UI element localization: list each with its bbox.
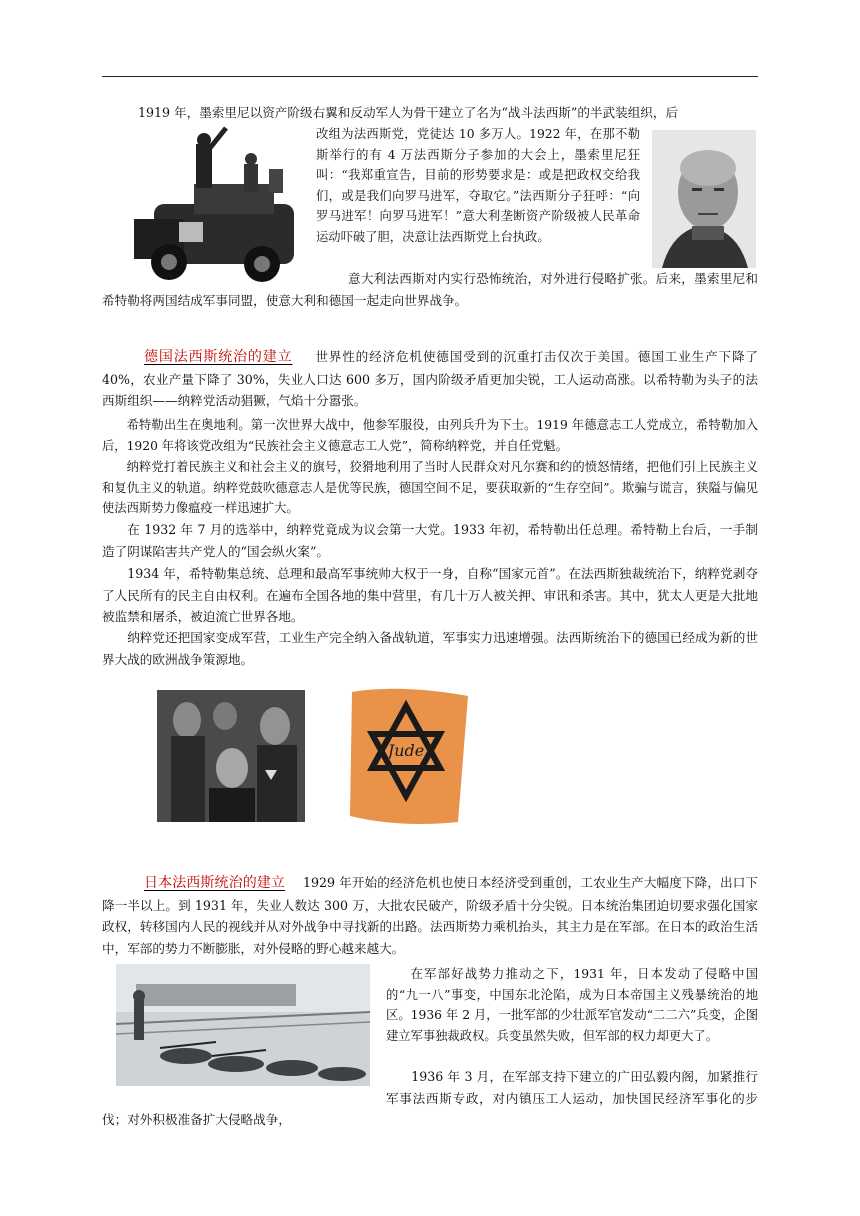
mussolini-portrait: [652, 130, 756, 268]
japan-intro-paragraph: [102, 872, 758, 959]
japan-p3-block: [102, 1066, 758, 1131]
germany-p2: 希特勒出生在奥地利。第一次世界大战中，他参军服役，由列兵升为下士。1919 年德意志工人党成立，希特勒加入后，1920 年将该党改组为“民族社会主义德意志工人党”，简称纳粹党，并自任党魁。: [102, 418, 758, 453]
star-badge-text: Jude: [387, 741, 425, 760]
germany-p6: 纳粹党还把国家变成军营，工业生产完全纳入备战轨道，军事实力迅速增强。法西斯统治下的德国已经成为新的世界大战的欧洲战争策源地。: [102, 630, 758, 667]
germany-intro-paragraph: [102, 346, 758, 412]
germany-p5: 1934 年，希特勒集总统、总理和最高军事统帅大权于一身，自称“国家元首”。在法西斯独裁统治下，纳粹党剥夺了人民所有的民主自由权利。在遍布全国各地的集中营里，有几十万人被关押、审讯和杀害。其中，犹太人更是大批地被监禁和屠杀，被迫流亡世界各地。: [102, 566, 758, 624]
japan-p1: 1929 年开始的经济危机也使日本经济受到重创，工农业生产大幅度下降，出口下降一半以上。到 1931 年，失业人数达 300 万，大批农民破产，阶级矛盾十分尖锐。日本统治集团迫切要求强化国家政权，转移国内人民的视线并从对外战争中寻找新的出路。法西斯势力乘机抬头，其主力是在军部。在日本的政治生活中，军部的势力不断膨胀，对外侵略的野心越来越大。: [102, 875, 758, 956]
jewish-people-photo: [157, 690, 305, 822]
yellow-star-badge-photo: [340, 682, 472, 826]
germany-p1: 世界性的经济危机使德国受到的沉重打击仅次于美国。德国工业生产下降了 40%，农业产量下降了 30%，失业人口达 600 多万，国内阶级矛盾更加尖锐，工人运动高涨。以希特勒为头子的法西斯组织——纳粹党活动猖獗，气焰十分嚣张。: [102, 349, 759, 408]
japan-p2: 在军部好战势力推动之下，1931 年，日本发动了侵略中国的“九一八”事变，中国东北沦陷，成为日本帝国主义残暴统治的地区。1936 年 2 月，一批军部的少壮派军官发动“二二六”兵变，企图建立军事独裁政权。兵变虽然失败，但军部的权力却更大了。: [386, 967, 758, 1043]
germany-p4: 在 1932 年 7 月的选举中，纳粹党竟成为议会第一大党。1933 年初，希特勒出任总理。希特勒上台后，一手制造了阴谋陷害共产党人的“国会纵火案”。: [102, 522, 758, 559]
germany-p3: 纳粹党打着民族主义和社会主义的旗号，狡猾地利用了当时人民群众对凡尔赛和约的愤怒情绪，把他们引上民族主义和复仇主义的轨道。纳粹党鼓吹德意志人是优等民族，德国空间不足，要获取新的“生存空间”。欺骗与谎言，狭隘与偏见使法西斯势力像瘟疫一样迅速扩大。: [102, 460, 758, 515]
italy-column-text: 改组为法西斯党，党徒达 10 多万人。1922 年，在那不勒斯举行的有 4 万法西斯分子参加的大会上，墨索里尼狂叫：“我郑重宣告，目前的形势要求是：或是把政权交给我们，或是我们向罗马进军，夺取它。”法西斯分子狂呼：“向罗马进军！向罗马进军！”意大利垄断资产阶级被人民革命运动吓破了胆，决意让法西斯党上台执政。: [316, 127, 640, 244]
mussolini-car-photo: [134, 124, 298, 288]
japan-p3: 1936 年 3 月，在军部支持下建立的广田弘毅内阁，加紧推行军事法西斯专政，对内镇压工人运动，加快国民经济军事化的步伐；对外积极准备扩大侵略战争，: [102, 1069, 758, 1127]
japan-section-heading: 日本法西斯统治的建立: [144, 875, 286, 891]
italy-tail-paragraph: 意大利法西斯对内实行恐怖统治，对外进行侵略扩张。后来，墨索里尼和希特勒将两国结成军事同盟，使意大利和德国一起走向世界战争。: [102, 271, 758, 308]
germany-section-heading: 德国法西斯统治的建立: [144, 349, 293, 365]
header-rule: [102, 76, 758, 77]
italy-paragraph-first-line: 1919 年，墨索里尼以资产阶级右翼和反动军人为骨干建立了名为“战斗法西斯”的半武装组织，后: [138, 105, 679, 120]
